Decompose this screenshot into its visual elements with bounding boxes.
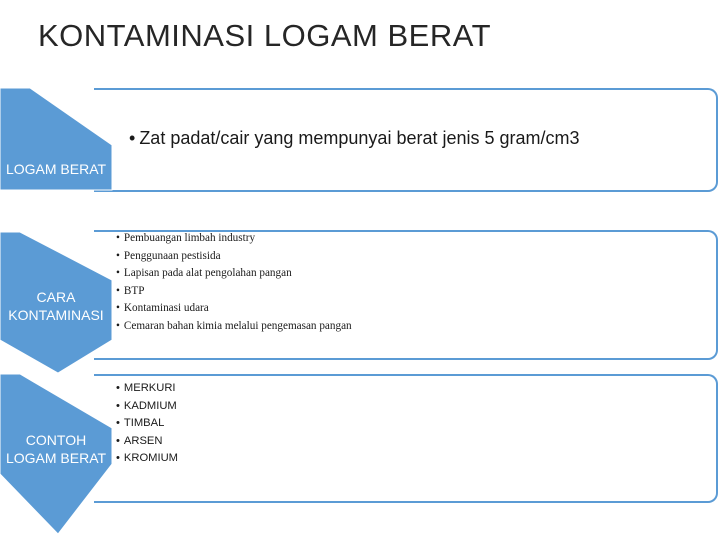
list-item: • Pembuangan limbah industry (116, 230, 352, 248)
list-item: • Penggunaan pestisida (116, 248, 352, 266)
list-item: • KADMIUM (116, 398, 178, 416)
section-label-line: LOGAM BERAT (5, 449, 107, 466)
section-label-line: KONTAMINASI (8, 306, 104, 323)
list-item: • Zat padat/cair yang mempunyai berat jenis 5 gram/cm3 (129, 128, 580, 149)
list-item: • Cemaran bahan kimia melalui pengemasan pangan (116, 318, 352, 336)
section-label-line: CARA (36, 289, 76, 305)
list-item: • KROMIUM (116, 450, 178, 468)
section-list-3 (116, 380, 178, 468)
list-item: • TIMBAL (116, 415, 178, 433)
list-item: • Kontaminasi udara (116, 300, 352, 318)
section-label-2 (0, 289, 112, 324)
section-label-1 (0, 161, 112, 179)
section-label-line: LOGAM BERAT (5, 161, 107, 177)
section-label-line: CONTOH (25, 432, 87, 448)
list-item: • Lapisan pada alat pengolahan pangan (116, 265, 352, 283)
section-label-3 (0, 432, 112, 467)
section-list-1 (129, 128, 580, 149)
section-list-2 (116, 230, 352, 336)
list-item: • MERKURI (116, 380, 178, 398)
list-item: • ARSEN (116, 433, 178, 451)
list-item: • BTP (116, 283, 352, 301)
slide-title: KONTAMINASI LOGAM BERAT (38, 18, 492, 53)
